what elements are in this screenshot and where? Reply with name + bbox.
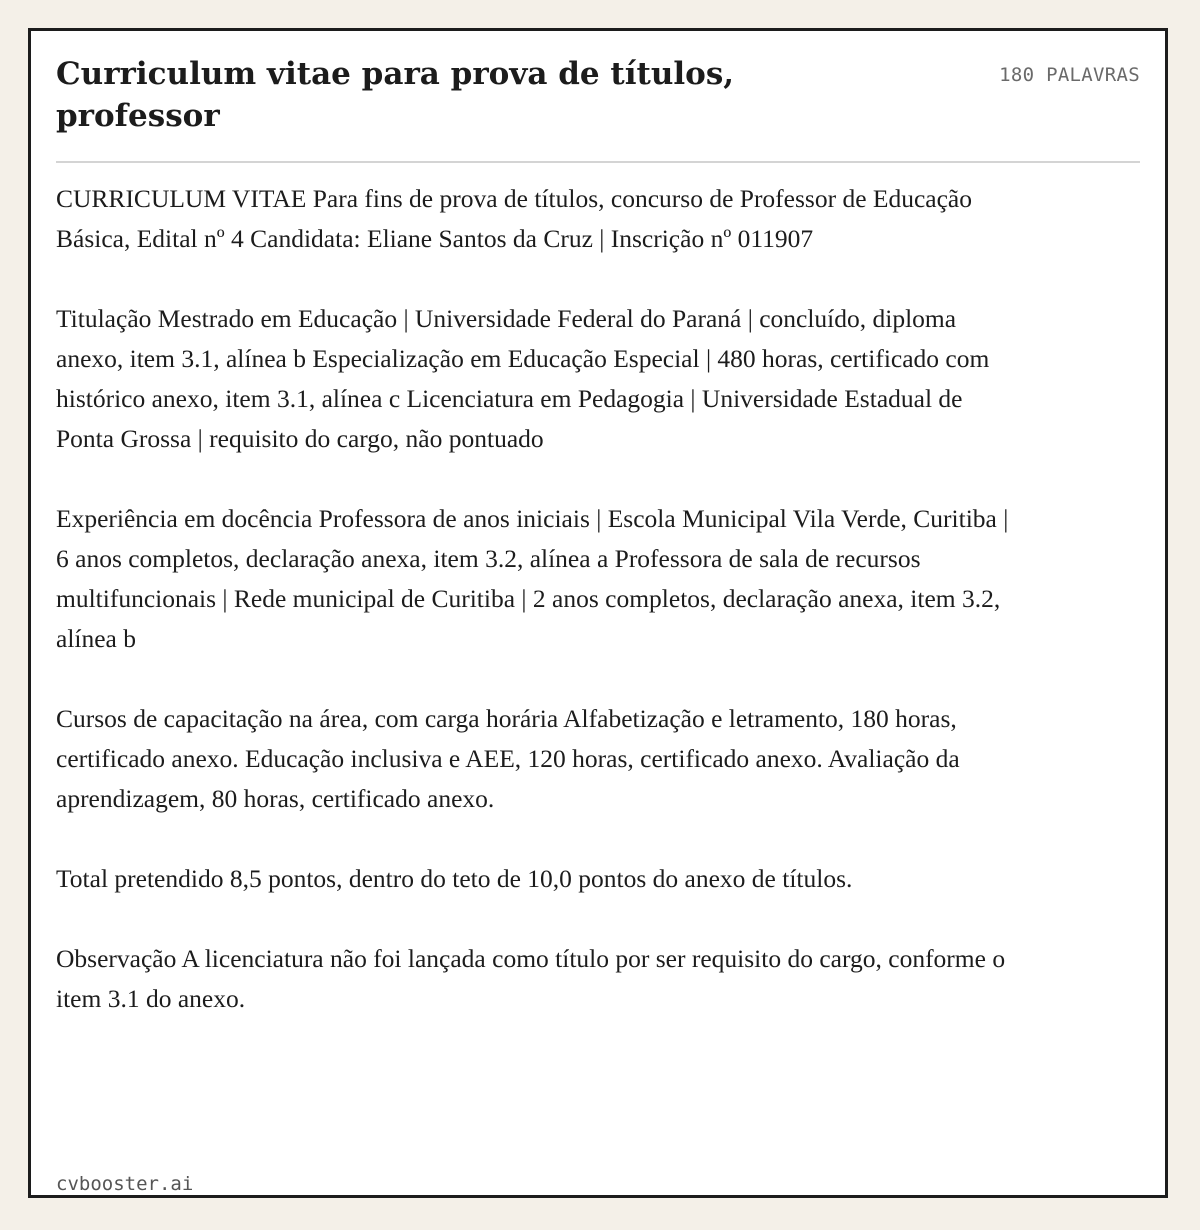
document-card: [28, 28, 1168, 1198]
paragraph-header: CURRICULUM VITAE Para fins de prova de títulos, concurso de Professor de Educação Básica, Edital nº 4 Candidata: Eliane Santos da Cruz | Inscrição nº 011907: [56, 184, 972, 253]
document-title: Curriculum vitae para prova de títulos, professor: [56, 56, 735, 134]
paragraph-cursos: Cursos de capacitação na área, com carga horária Alfabetização e letramento, 180 horas, certificado anexo. Educação inclusiva e AEE, 120 horas, certificado anexo. Avaliação da aprendizagem, 80 horas, certificado anexo.: [56, 704, 960, 813]
paragraph-observacao: Observação A licenciatura não foi lançada como título por ser requisito do cargo, conforme o item 3.1 do anexo.: [56, 944, 1006, 1013]
footer-brand: cvbooster.ai: [56, 1173, 194, 1195]
document-header: [56, 53, 1140, 163]
paragraph-experiencia: Experiência em docência Professora de anos iniciais | Escola Municipal Vila Verde, Curitiba | 6 anos completos, declaração anexa, item 3.2, alínea a Professora de sala de recursos multifuncionais | Rede municipal de Curitiba | 2 anos completos, declaração anexa, item 3.2, alínea b: [56, 504, 1009, 653]
paragraph-titulacao: Titulação Mestrado em Educação | Universidade Federal do Paraná | concluído, diploma anexo, item 3.1, alínea b Especialização em Educação Especial | 480 horas, certificado com histórico anexo, item 3.1, alínea c Licenciatura em Pedagogia | Universidade Estadual de Ponta Grossa | requisito do cargo, não pontuado: [56, 304, 990, 453]
paragraph-total: Total pretendido 8,5 pontos, dentro do teto de 10,0 pontos do anexo de títulos.: [56, 864, 853, 893]
document-body: [56, 179, 1016, 1019]
word-count-label: 180 PALAVRAS: [999, 64, 1140, 86]
